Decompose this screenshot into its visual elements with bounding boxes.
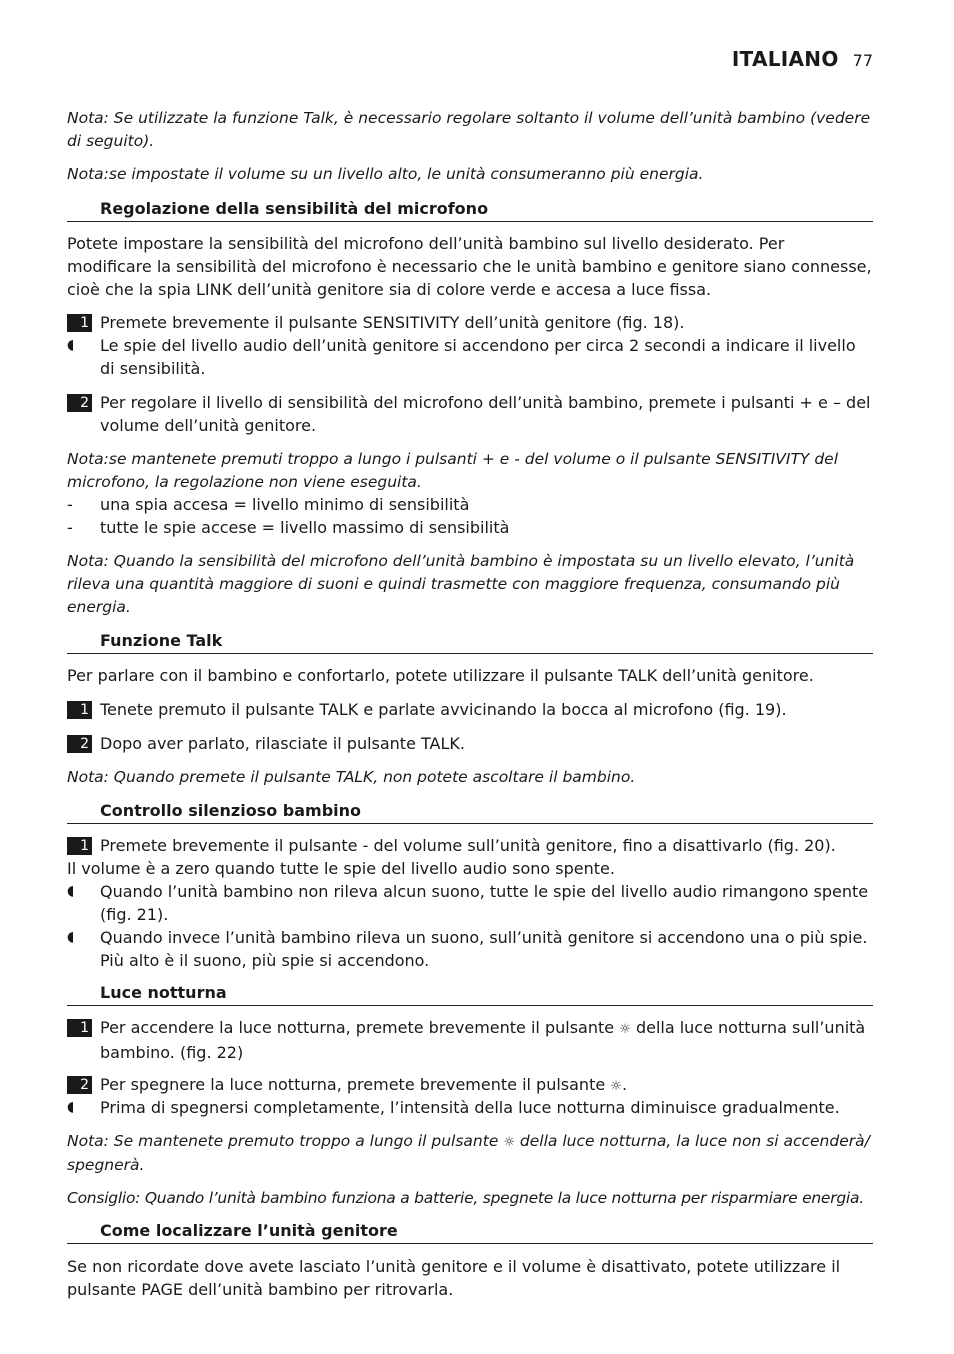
result-row [67,880,873,926]
heading-text: Regolazione della sensibilità del microfono [100,199,489,218]
step-continuation: Il volume è a zero quando tutte le spie del livello audio sono spente. [67,859,615,878]
step-row [67,1016,873,1062]
bullet-icon: ◖ [67,337,75,353]
page-number: 77 [852,51,873,70]
step-number: 2 [67,735,92,753]
note-sensitivity: Nota:se mantenete premuti troppo a lungo i pulsanti + e - del volume o il pulsante SENSITIVITY del microfono, la regolazione non viene eseguita. [67,450,838,491]
result-text: Quando invece l’unità bambino rileva un suono, sull’unità genitore si accendono una o più spie. Più alto è il suono, più spie si accendono. [100,928,868,970]
bullet-icon: ◖ [67,883,75,899]
note-part: Nota: Se mantenete premuto troppo a lungo il pulsante [67,1132,499,1150]
sun-icon: ☼ [610,1079,622,1094]
step-number: 2 [67,394,92,412]
section-heading-nightlight [67,983,873,1006]
section-heading-talk [67,631,873,654]
step-text [100,1073,873,1098]
step-text-part: Per accendere la luce notturna, premete brevemente il pulsante [100,1018,615,1037]
result-text: Prima di spegnersi completamente, l’intensità della luce notturna diminuisce gradualmente. [100,1098,840,1117]
tip-batteries: Consiglio: Quando l’unità bambino funziona a batterie, spegnete la luce notturna per risparmiare energia. [67,1189,864,1207]
heading-text: Controllo silenzioso bambino [100,801,362,820]
step-text-part: Per spegnere la luce notturna, premete brevemente il pulsante [100,1075,606,1094]
dash-marker: - [67,495,73,514]
heading-text: Luce notturna [100,983,227,1002]
step-number: 1 [67,837,92,855]
heading-text: Come localizzare l’unità genitore [100,1221,398,1240]
step-text-part: della luce notturna sull’unità bambino. (fig. 22) [100,1018,866,1062]
step-text: Premete brevemente il pulsante SENSITIVITY dell’unità genitore (fig. 18). [100,313,685,332]
note-talk-volume: Nota: Se utilizzate la funzione Talk, è necessario regolare soltanto il volume dell’unità bambino (vedere di seguito). [67,109,871,150]
result-row [67,926,873,972]
step-text-part: . [621,1075,628,1094]
talk-intro: Per parlare con il bambino e confortarlo, potete utilizzare il pulsante TALK dell’unità genitore. [67,666,814,685]
step-number: 1 [67,701,92,719]
dash-marker: - [67,518,73,537]
sun-icon: ☼ [619,1022,631,1037]
section-heading-silent [67,801,873,824]
step-number: 2 [67,1076,92,1094]
step-text: Dopo aver parlato, rilasciate il pulsante TALK. [100,734,465,753]
language-label: ITALIANO [731,47,839,71]
note-talk: Nota: Quando premete il pulsante TALK, non potete ascoltare il bambino. [67,768,636,786]
sensitivity-intro: Potete impostare la sensibilità del microfono dell’unità bambino sul livello desiderato. Per modificare la sensibilità del microfono è necessario che le unità bambino e genitore siano connesse, cioè che la spia LINK dell’unità genitore sia di colore verde e accesa a luce fissa. [67,234,872,299]
section-heading-locate [67,1221,873,1244]
dash-text: tutte le spie accese = livello massimo di sensibilità [100,518,510,537]
step-text: Tenete premuto il pulsante TALK e parlate avvicinando la bocca al microfono (fig. 19). [100,700,787,719]
step-row [67,391,873,437]
section-heading-sensitivity [67,199,873,222]
note-volume-energy: Nota:se impostate il volume su un livello alto, le unità consumeranno più energia. [67,165,704,183]
bullet-icon: ◖ [67,1099,75,1115]
step-number: 1 [67,314,92,332]
dash-text: una spia accesa = livello minimo di sensibilità [100,495,470,514]
result-text: Quando l’unità bambino non rileva alcun suono, tutte le spie del livello audio rimangono spente (fig. 21). [100,882,869,924]
bullet-icon: ◖ [67,929,75,945]
step-text: Premete brevemente il pulsante - del volume sull’unità genitore, fino a disattivarlo (fig. 20). [100,836,836,855]
page-header [732,47,873,75]
result-row [67,334,873,380]
heading-text: Funzione Talk [100,631,223,650]
result-text: Le spie del livello audio dell’unità genitore si accendono per circa 2 secondi a indicare il livello di sensibilità. [100,336,856,378]
note-part: della luce notturna, la luce non si accenderà/ spegnerà. [67,1132,870,1174]
sun-icon: ☼ [503,1135,515,1150]
locate-intro: Se non ricordate dove avete lasciato l’unità genitore e il volume è disattivato, potete utilizzare il pulsante PAGE dell’unità bambino per ritrovarla. [67,1257,841,1299]
step-text: Per regolare il livello di sensibilità del microfono dell’unità bambino, premete i pulsanti + e – del volume dell’unità genitore. [100,393,871,435]
step-number: 1 [67,1019,92,1037]
note-sensitivity-high: Nota: Quando la sensibilità del microfono dell’unità bambino è impostata su un livello elevato, l’unità rileva una quantità maggiore di suoni e quindi trasmette con maggiore frequenza, consumando più energia. [67,552,855,616]
step-text [100,1016,873,1064]
note-nightlight [67,1130,873,1177]
